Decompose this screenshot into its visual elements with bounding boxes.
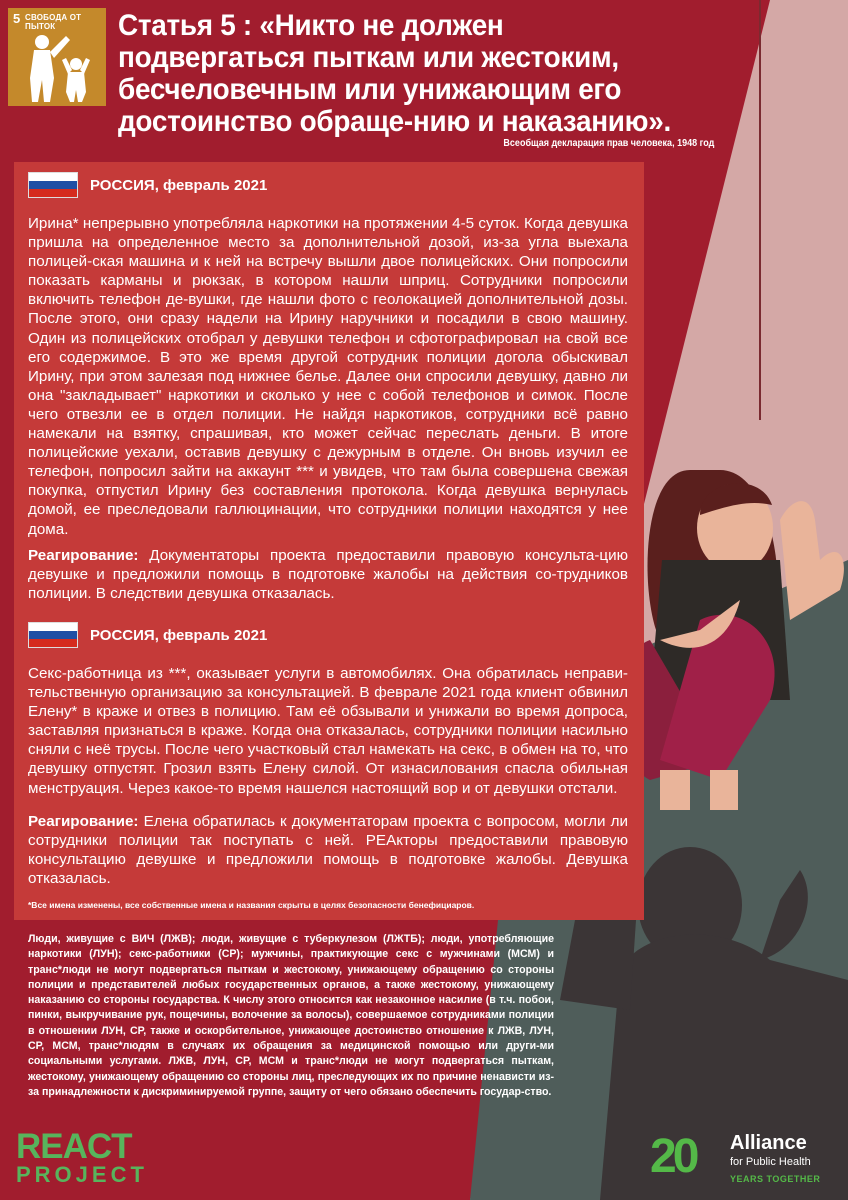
torture-scene-icon <box>20 30 94 102</box>
case-story-2: Секс-работница из ***, оказывает услуги в автомобилях. Она обратилась неправи-тельственную организацию за консультацией. В феврале 2021 года клиент обвинил Елену* в краже и отвез в полицию. Там её обзывали и унижали во время допроса, заставляя признаться в краже. Когда она отказалась, сотрудники полиции насильно сняли с неё трусы. После чего участковый стал намекать на секс, в обмен на то, что девушку отпустят. Грозил взять Елену силой. От изнасилования спасла обильная менструация. Через какое-то время нашелся настоящий вор и от девушки отстали. <box>28 665 628 797</box>
response-label: Реагирование: <box>28 813 139 830</box>
react-project-logo <box>16 1127 148 1187</box>
case-heading-1 <box>28 172 267 198</box>
footnote: *Все имена изменены, все собственные имена и названия скрыты в целях безопасности бенефициаров. <box>28 900 475 910</box>
alliance-years: YEARS TOGETHER <box>730 1174 821 1184</box>
alliance-name: Alliance <box>730 1132 807 1154</box>
response-label: Реагирование: <box>28 547 139 564</box>
sdg-number: 5 <box>13 11 21 26</box>
alliance-number: 20 <box>650 1130 696 1183</box>
alliance-logo <box>650 1130 840 1190</box>
russia-flag-icon <box>28 172 78 198</box>
sdg-goal-badge <box>8 8 106 106</box>
alliance-20-mark <box>650 1130 695 1184</box>
case-response-2 <box>28 812 628 888</box>
case-response-1 <box>28 546 628 603</box>
case-heading-2 <box>28 622 267 648</box>
react-logo-bottom: PROJECT <box>16 1162 148 1187</box>
russia-flag-icon <box>28 622 78 648</box>
case-title: РОССИЯ, февраль 2021 <box>90 626 268 644</box>
alliance-subtitle: for Public Health <box>730 1156 811 1168</box>
case-card <box>14 162 644 920</box>
sdg-label: СВОБОДА ОТ ПЫТОК <box>25 13 82 31</box>
summary-text: Люди, живущие с ВИЧ (ЛЖВ); люди, живущие с туберкулезом (ЛЖТБ); люди, употребляющие наркотики (ЛУН); секс-работники (СР); мужчины, практикующие секс с мужчинами (МСМ) и транс*люди не могут подвергаться пыткам и жестокому, унижающему обращению со стороны полиции и представителей любых государственных органов, а также жестокому, унижающему наказанию со стороны государства. К числу этого относится как незаконное насилие (в т.ч. побои, пинки, выкручивание рук, пощечины, волочение за волосы), совершаемое сотрудниками полиции в отношении ЛУН, СР, также и оскорбительное, унижающее достоинство отношение к ЛЖВ, ЛУН, СР, МСМ, транс*людям в случаях их обращения за медицинской помощью или други-ми социальными услугами. ЛЖВ, ЛУН, СР, МСМ и транс*люди не могут подвергаться пыткам, жестокому, унижающему обращению со стороны лиц, преследующих их по причине ненависти из-за принадлежности к дискриминируемой группе, защиту от чего обязано обеспечить государ-ство. <box>28 933 554 1098</box>
react-logo-top: REACT <box>16 1127 132 1166</box>
case-story-1: Ирина* непрерывно употребляла наркотики на протяжении 4-5 суток. Когда девушка пришла на определенное место за дополнительной дозой, из-за угла выехала полицей-ская машина и к ней на встречу вышли двое полицейских. Они попросили показать карманы и рюкзак, в котором нашли шприц. Сотрудники попросили включить телефон де-вушки, где нашли фото с геолокацией дополнительной дозы. После этого, они сразу надели на Ирину наручники и посадили в свою машину. Один из полицейских отобрал у девушки телефон и сфотографировал на свой все его содержимое. В это же время другой сотрудник полиции догола обыскивал Ирину, при этом залезая под нижнее белье. Далее они спросили девушку, давно ли она "закладывает" наркотики и сколько у нее с собой телефонов и симок. После чего отвезли ее в отдел полиции. Не найдя наркотиков, сотрудники всё равно намекали на взятку, спрашивая, кто может сейчас переслать деньги. В итоге полицейские уехали, оставив девушку с дежурным в отделе. Он вновь изучил ее телефон, попросил зайти на аккаунт *** и увидев, что там была совершена свежая покупка, отпустил Ирину без составления протокола. Когда девушка вернулась домой, ее преследовали галлюцинации, что сотрудники полиции находятся у нее дома. <box>28 215 628 538</box>
source-citation: Всеобщая декларация прав человека, 1948 год <box>503 138 714 149</box>
response-text: Елена обратилась к документаторам проекта с вопросом, могли ли сотрудники полиции так поступать с ней. РЕАкторы предоставили правовую консультацию девушке и предложили помощь в подготовке жалобы. Девушка отказалась. <box>28 813 628 888</box>
response-text: Документаторы проекта предоставили правовую консульта-цию девушке и предложили помощь в подготовке жалобы на действия со-трудников полиции. В следствии девушка отказалась. <box>28 547 628 603</box>
page-title: Статья 5 : «Никто не должен подвергаться пыткам или жестоким, бесчеловечным или унижающим его достоинство обраще-нию и наказанию». <box>118 9 671 138</box>
case-title: РОССИЯ, февраль 2021 <box>90 176 268 194</box>
